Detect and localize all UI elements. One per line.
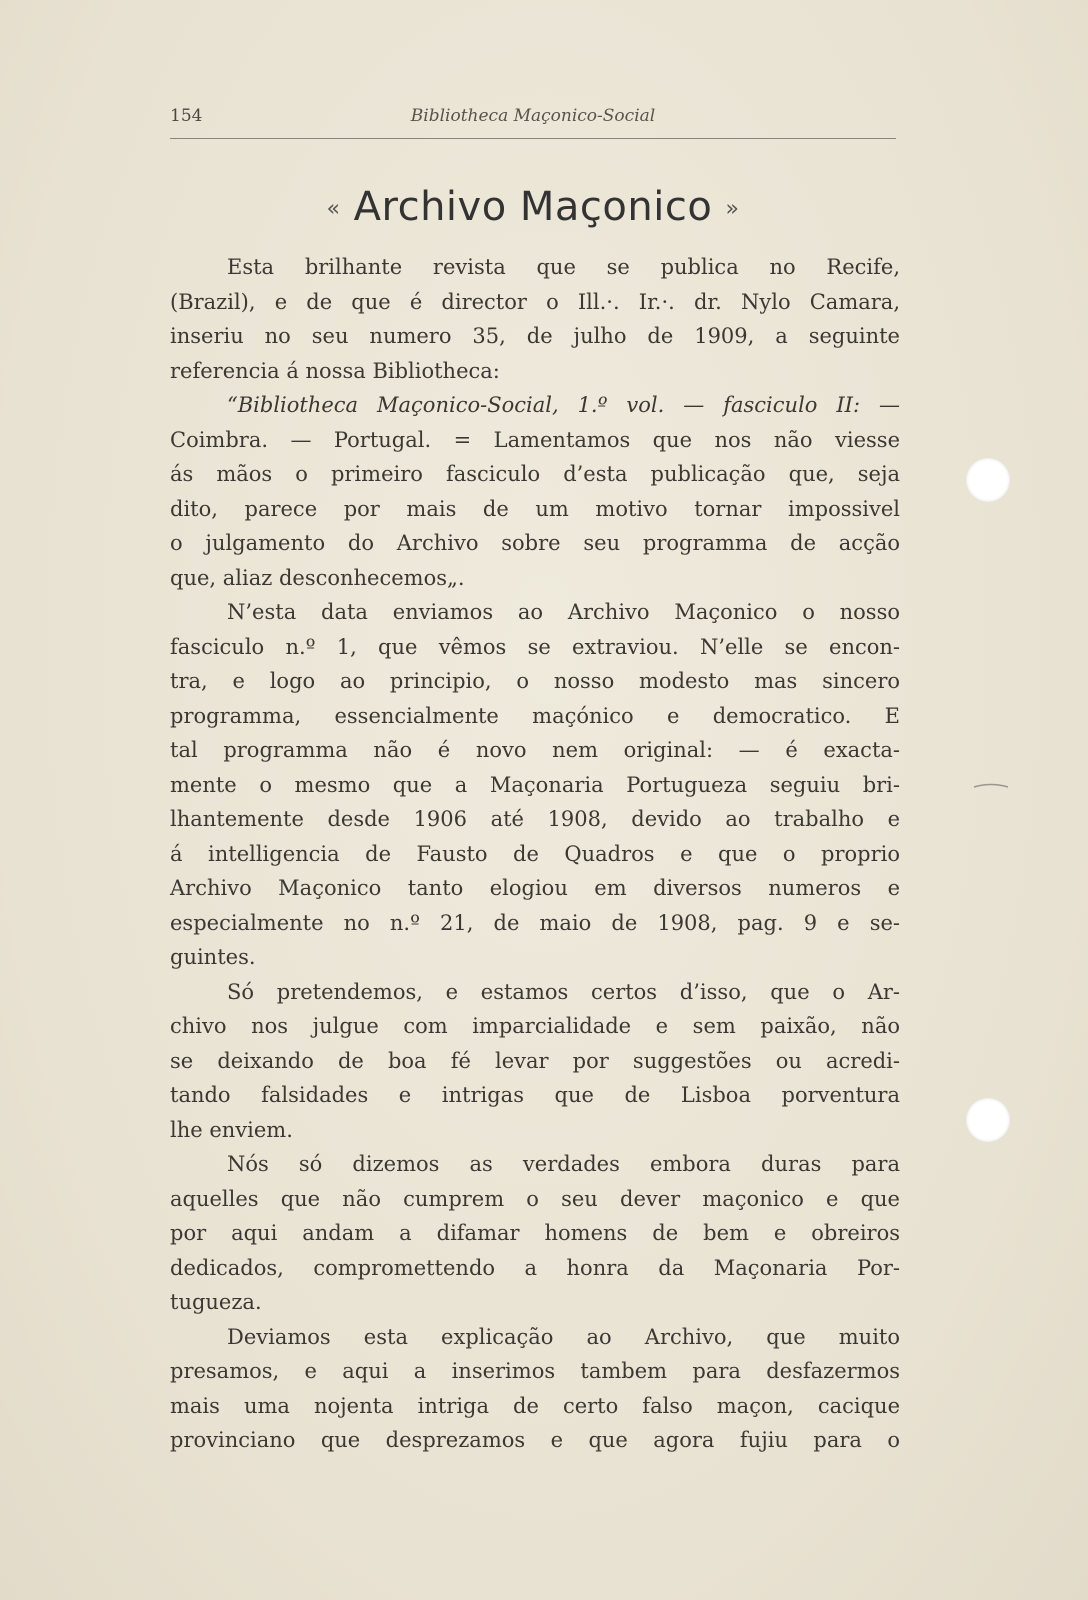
text-line: ás mãos o primeiro fasciculo d’esta publicação que, seja (170, 462, 900, 486)
text-line: especialmente no n.º 21, de maio de 1908, pag. 9 e se- (170, 910, 900, 935)
text-line: lhe enviem. (170, 1117, 293, 1142)
text-line: Archivo Maçonico tanto elogiou em diversos numeros e (170, 876, 900, 900)
text-line: lhantemente desde 1906 até 1908, devido ao trabalho e (170, 807, 900, 831)
binding-hole-upper (966, 458, 1010, 502)
text-line: Nós só dizemos as verdades embora duras para (227, 1152, 900, 1176)
text-line: tando falsidades e intrigas que de Lisboa porventura (170, 1083, 900, 1107)
text-line: por aqui andam a difamar homens de bem e obreiros (170, 1221, 900, 1245)
text-line: N’esta data enviamos ao Archivo Maçonico o nosso (227, 600, 900, 624)
close-quote: » (725, 196, 740, 222)
text-line: “Bibliotheca Maçonico-Social, 1.º vol. — fasciculo II: — (227, 393, 900, 417)
article-body (170, 250, 900, 1458)
text-line: á intelligencia de Fausto de Quadros e que o proprio (170, 841, 900, 866)
text-line: Só pretendemos, e estamos certos d’isso, que o Ar- (227, 979, 900, 1004)
binding-hole-lower (966, 1098, 1010, 1142)
text-line: mais uma nojenta intriga de certo falso maçon, cacique (170, 1393, 900, 1418)
text-line: (Brazil), e de que é director o Ill.·. Ir.·. dr. Nylo Camara, (170, 289, 900, 314)
text-line: fasciculo n.º 1, que vêmos se extraviou. N’elle se encon- (170, 634, 900, 659)
page-number: 154 (170, 106, 203, 126)
text-line: chivo nos julgue com imparcialidade e sem paixão, não (170, 1014, 900, 1038)
text-line: dito, parece por mais de um motivo tornar impossivel (170, 496, 900, 521)
text-line: inseriu no seu numero 35, de julho de 1909, a seguinte (170, 324, 900, 348)
page-header (170, 104, 896, 134)
text-line: Deviamos esta explicação ao Archivo, que muito (227, 1324, 900, 1349)
article-title (170, 184, 896, 230)
text-line: se deixando de boa fé levar por suggestões ou acredi- (170, 1048, 900, 1073)
text-line: referencia á nossa Bibliotheca: (170, 358, 500, 383)
text-line: programma, essencialmente maçónico e democratico. E (170, 703, 900, 728)
text-line: que, aliaz desconhecemos„. (170, 565, 465, 590)
text-line: mente o mesmo que a Maçonaria Portugueza seguiu bri- (170, 772, 900, 797)
text-line: presamos, e aqui a inserimos tambem para desfazermos (170, 1359, 900, 1383)
text-line: guintes. (170, 945, 256, 969)
text-line: tra, e logo ao principio, o nosso modesto mas sincero (170, 669, 900, 693)
text-line: tal programma não é novo nem original: — é exacta- (170, 738, 900, 762)
text-line: o julgamento do Archivo sobre seu programma de acção (170, 531, 900, 555)
text-line: Esta brilhante revista que se publica no Recife, (227, 255, 900, 279)
running-head: Bibliotheca Maçonico-Social (410, 106, 656, 126)
text-line: tugueza. (170, 1290, 262, 1314)
article-title-text: Archivo Maçonico (353, 184, 713, 230)
text-line: dedicados, compromettendo a honra da Maçonaria Por- (170, 1255, 900, 1280)
text-line: provinciano que desprezamos e que agora fujiu para o (170, 1428, 900, 1452)
margin-mark (972, 782, 1010, 792)
text-line: Coimbra. — Portugal. = Lamentamos que nos não viesse (170, 427, 900, 452)
header-rule (170, 138, 896, 139)
text-line: aquelles que não cumprem o seu dever maçonico e que (170, 1186, 900, 1211)
open-quote: « (326, 196, 341, 222)
